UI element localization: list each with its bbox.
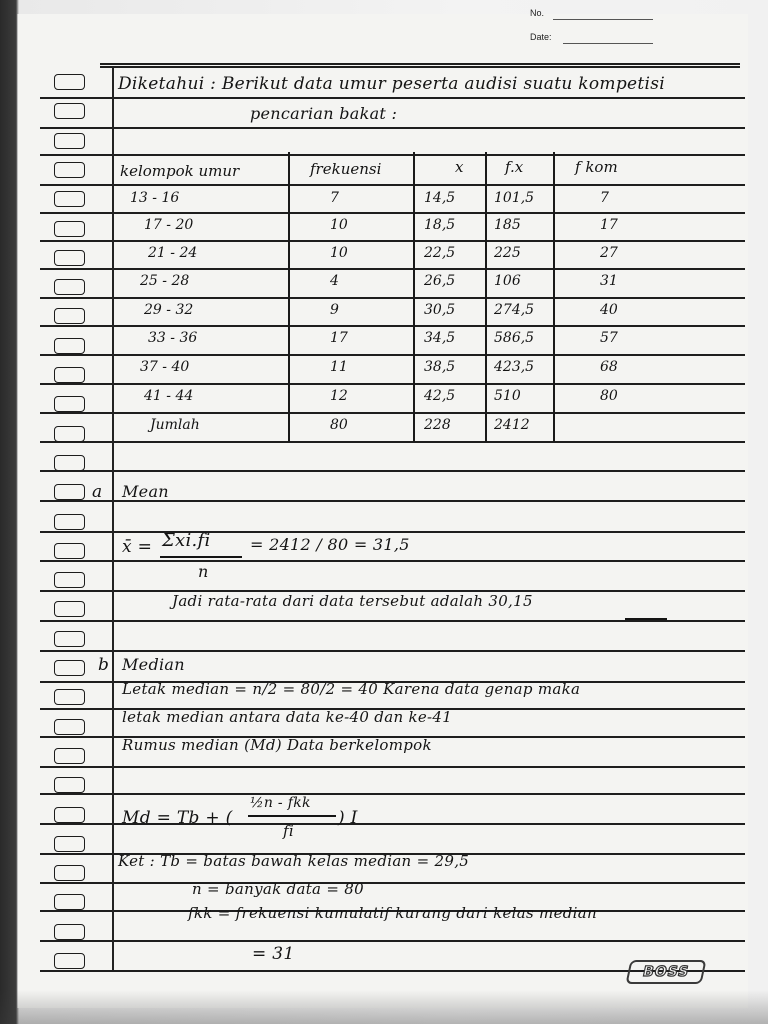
table-cell: 9 xyxy=(330,302,339,318)
mean-result: = 2412 / 80 = 31,5 xyxy=(250,535,410,554)
row-checkbox[interactable] xyxy=(54,367,85,383)
mean-conclusion: Jadi rata-rata dari data tersebut adalah 30,15 xyxy=(172,592,533,610)
ruled-line xyxy=(40,184,745,186)
ruled-line xyxy=(40,882,745,884)
mean-title: Mean xyxy=(122,482,169,501)
table-cell: 10 xyxy=(330,217,348,233)
row-checkbox[interactable] xyxy=(54,601,85,617)
median-line-3: Rumus median (Md) Data berkelompok xyxy=(122,736,432,754)
table-cell: 17 - 20 xyxy=(144,217,194,233)
table-cell: 31 xyxy=(600,273,618,289)
median-formula-left: Md = Tb + ( xyxy=(122,808,233,828)
row-checkbox[interactable] xyxy=(54,426,85,442)
row-checkbox[interactable] xyxy=(54,660,85,676)
ruled-line xyxy=(40,650,745,652)
row-checkbox[interactable] xyxy=(54,514,85,530)
boss-logo: BOSS xyxy=(625,960,706,984)
row-checkbox[interactable] xyxy=(54,689,85,705)
row-checkbox[interactable] xyxy=(54,807,85,823)
table-cell: 225 xyxy=(494,245,521,261)
table-cell: 7 xyxy=(600,190,609,206)
ket-line-3: fkk = frekuensi kumulatif kurang dari kelas median xyxy=(188,904,597,922)
ruled-line xyxy=(40,412,745,414)
table-cell: 14,5 xyxy=(424,190,456,206)
median-line-1: Letak median = n/2 = 80/2 = 40 Karena data genap maka xyxy=(122,680,581,698)
row-checkbox[interactable] xyxy=(54,953,85,969)
table-cell: 68 xyxy=(600,359,618,375)
table-cell: 18,5 xyxy=(424,217,456,233)
row-checkbox[interactable] xyxy=(54,221,85,237)
ruled-line xyxy=(40,268,745,270)
median-marker: b xyxy=(98,655,110,675)
table-cell: 22,5 xyxy=(424,245,456,261)
header-kelompok: kelompok umur xyxy=(120,162,240,180)
ruled-line xyxy=(40,297,745,299)
ruled-line xyxy=(40,154,745,156)
mean-denominator: n xyxy=(198,562,209,581)
row-checkbox[interactable] xyxy=(54,631,85,647)
table-cell: 12 xyxy=(330,388,348,404)
table-cell: 38,5 xyxy=(424,359,456,375)
median-fraction-bar xyxy=(248,815,336,817)
table-col-line xyxy=(485,152,487,442)
median-formula-num: ½n - fkk xyxy=(250,795,311,811)
row-checkbox[interactable] xyxy=(54,455,85,471)
row-checkbox[interactable] xyxy=(54,865,85,881)
ruled-line xyxy=(40,766,745,768)
median-formula-right: ) I xyxy=(338,808,358,828)
row-checkbox[interactable] xyxy=(54,74,85,90)
ruled-line xyxy=(40,560,745,562)
ruled-line xyxy=(100,63,740,65)
table-cell: 101,5 xyxy=(494,190,535,206)
row-checkbox[interactable] xyxy=(54,396,85,412)
row-checkbox[interactable] xyxy=(54,308,85,324)
row-checkbox[interactable] xyxy=(54,924,85,940)
table-cell: 11 xyxy=(330,359,348,375)
table-cell: 37 - 40 xyxy=(140,359,190,375)
table-cell: 13 - 16 xyxy=(130,190,180,206)
ruled-line xyxy=(40,212,745,214)
table-cell: 42,5 xyxy=(424,388,456,404)
table-cell: 17 xyxy=(330,330,348,346)
table-cell: 10 xyxy=(330,245,348,261)
ruled-line xyxy=(40,441,745,443)
table-cell: 26,5 xyxy=(424,273,456,289)
table-cell: 33 - 36 xyxy=(148,330,198,346)
intro-line-2: pencarian bakat : xyxy=(250,104,398,123)
mean-marker: a xyxy=(92,482,103,502)
row-checkbox[interactable] xyxy=(54,719,85,735)
row-checkbox[interactable] xyxy=(54,250,85,266)
no-rule xyxy=(553,19,653,20)
ruled-line xyxy=(100,66,740,68)
table-cell: 25 - 28 xyxy=(140,273,190,289)
row-checkbox[interactable] xyxy=(54,484,85,500)
table-cell: 30,5 xyxy=(424,302,456,318)
table-cell: 7 xyxy=(330,190,339,206)
ruled-line xyxy=(40,97,745,99)
ruled-line xyxy=(40,620,745,622)
ruled-line xyxy=(40,127,745,129)
margin-line xyxy=(112,68,114,970)
date-label: Date: xyxy=(530,32,552,42)
mean-numerator: Σxi.fi xyxy=(162,530,211,551)
row-checkbox[interactable] xyxy=(54,338,85,354)
table-cell: 423,5 xyxy=(494,359,535,375)
ruled-line xyxy=(40,940,745,942)
table-cell: 586,5 xyxy=(494,330,535,346)
median-formula-den: fi xyxy=(283,822,294,840)
row-checkbox[interactable] xyxy=(54,894,85,910)
table-cell: 4 xyxy=(330,273,339,289)
intro-line-1: Diketahui : Berikut data umur peserta audisi suatu kompetisi xyxy=(118,74,666,94)
table-cell: 41 - 44 xyxy=(144,388,194,404)
ket-line-4: = 31 xyxy=(252,944,295,964)
ket-line-2: n = banyak data = 80 xyxy=(192,880,364,898)
table-col-line xyxy=(413,152,415,442)
table-cell: 57 xyxy=(600,330,618,346)
row-checkbox[interactable] xyxy=(54,162,85,178)
row-checkbox[interactable] xyxy=(54,748,85,764)
page-shadow xyxy=(0,990,768,1024)
row-checkbox[interactable] xyxy=(54,279,85,295)
date-rule xyxy=(563,43,653,44)
table-cell: 80 xyxy=(600,388,618,404)
mean-formula-left: x̄ = xyxy=(122,537,153,557)
table-cell: 2412 xyxy=(494,417,530,433)
table-col-line xyxy=(553,152,555,442)
table-cell: 29 - 32 xyxy=(144,302,194,318)
row-checkbox[interactable] xyxy=(54,572,85,588)
ruled-line xyxy=(40,240,745,242)
row-checkbox[interactable] xyxy=(54,777,85,793)
row-checkbox[interactable] xyxy=(54,103,85,119)
table-cell: 34,5 xyxy=(424,330,456,346)
header-frekuensi: frekuensi xyxy=(310,160,382,178)
header-fkom: f kom xyxy=(575,158,618,176)
table-cell: Jumlah xyxy=(150,417,200,433)
ket-line-1: Ket : Tb = batas bawah kelas median = 29,5 xyxy=(118,852,470,870)
table-cell: 106 xyxy=(494,273,521,289)
row-checkbox[interactable] xyxy=(54,543,85,559)
median-title: Median xyxy=(122,655,185,674)
header-fx: f.x xyxy=(505,158,524,176)
median-line-2: letak median antara data ke-40 dan ke-41 xyxy=(122,708,453,726)
ruled-line xyxy=(40,325,745,327)
table-cell: 27 xyxy=(600,245,618,261)
no-label: No. xyxy=(530,8,545,18)
ruled-line xyxy=(40,354,745,356)
table-cell: 185 xyxy=(494,217,521,233)
table-cell: 274,5 xyxy=(494,302,535,318)
header-x: x xyxy=(455,158,464,176)
table-cell: 510 xyxy=(494,388,521,404)
table-cell: 21 - 24 xyxy=(148,245,198,261)
answer-underline xyxy=(625,618,667,620)
row-checkbox[interactable] xyxy=(54,836,85,852)
row-checkbox[interactable] xyxy=(54,133,85,149)
table-cell: 40 xyxy=(600,302,618,318)
ruled-line xyxy=(40,383,745,385)
mean-fraction-bar xyxy=(160,556,242,558)
row-checkbox[interactable] xyxy=(54,191,85,207)
table-cell: 17 xyxy=(600,217,618,233)
table-col-line xyxy=(288,152,290,442)
ruled-line xyxy=(40,793,745,795)
ruled-line xyxy=(40,470,745,472)
table-cell: 80 xyxy=(330,417,348,433)
table-cell: 228 xyxy=(424,417,451,433)
ruled-line xyxy=(40,531,745,533)
